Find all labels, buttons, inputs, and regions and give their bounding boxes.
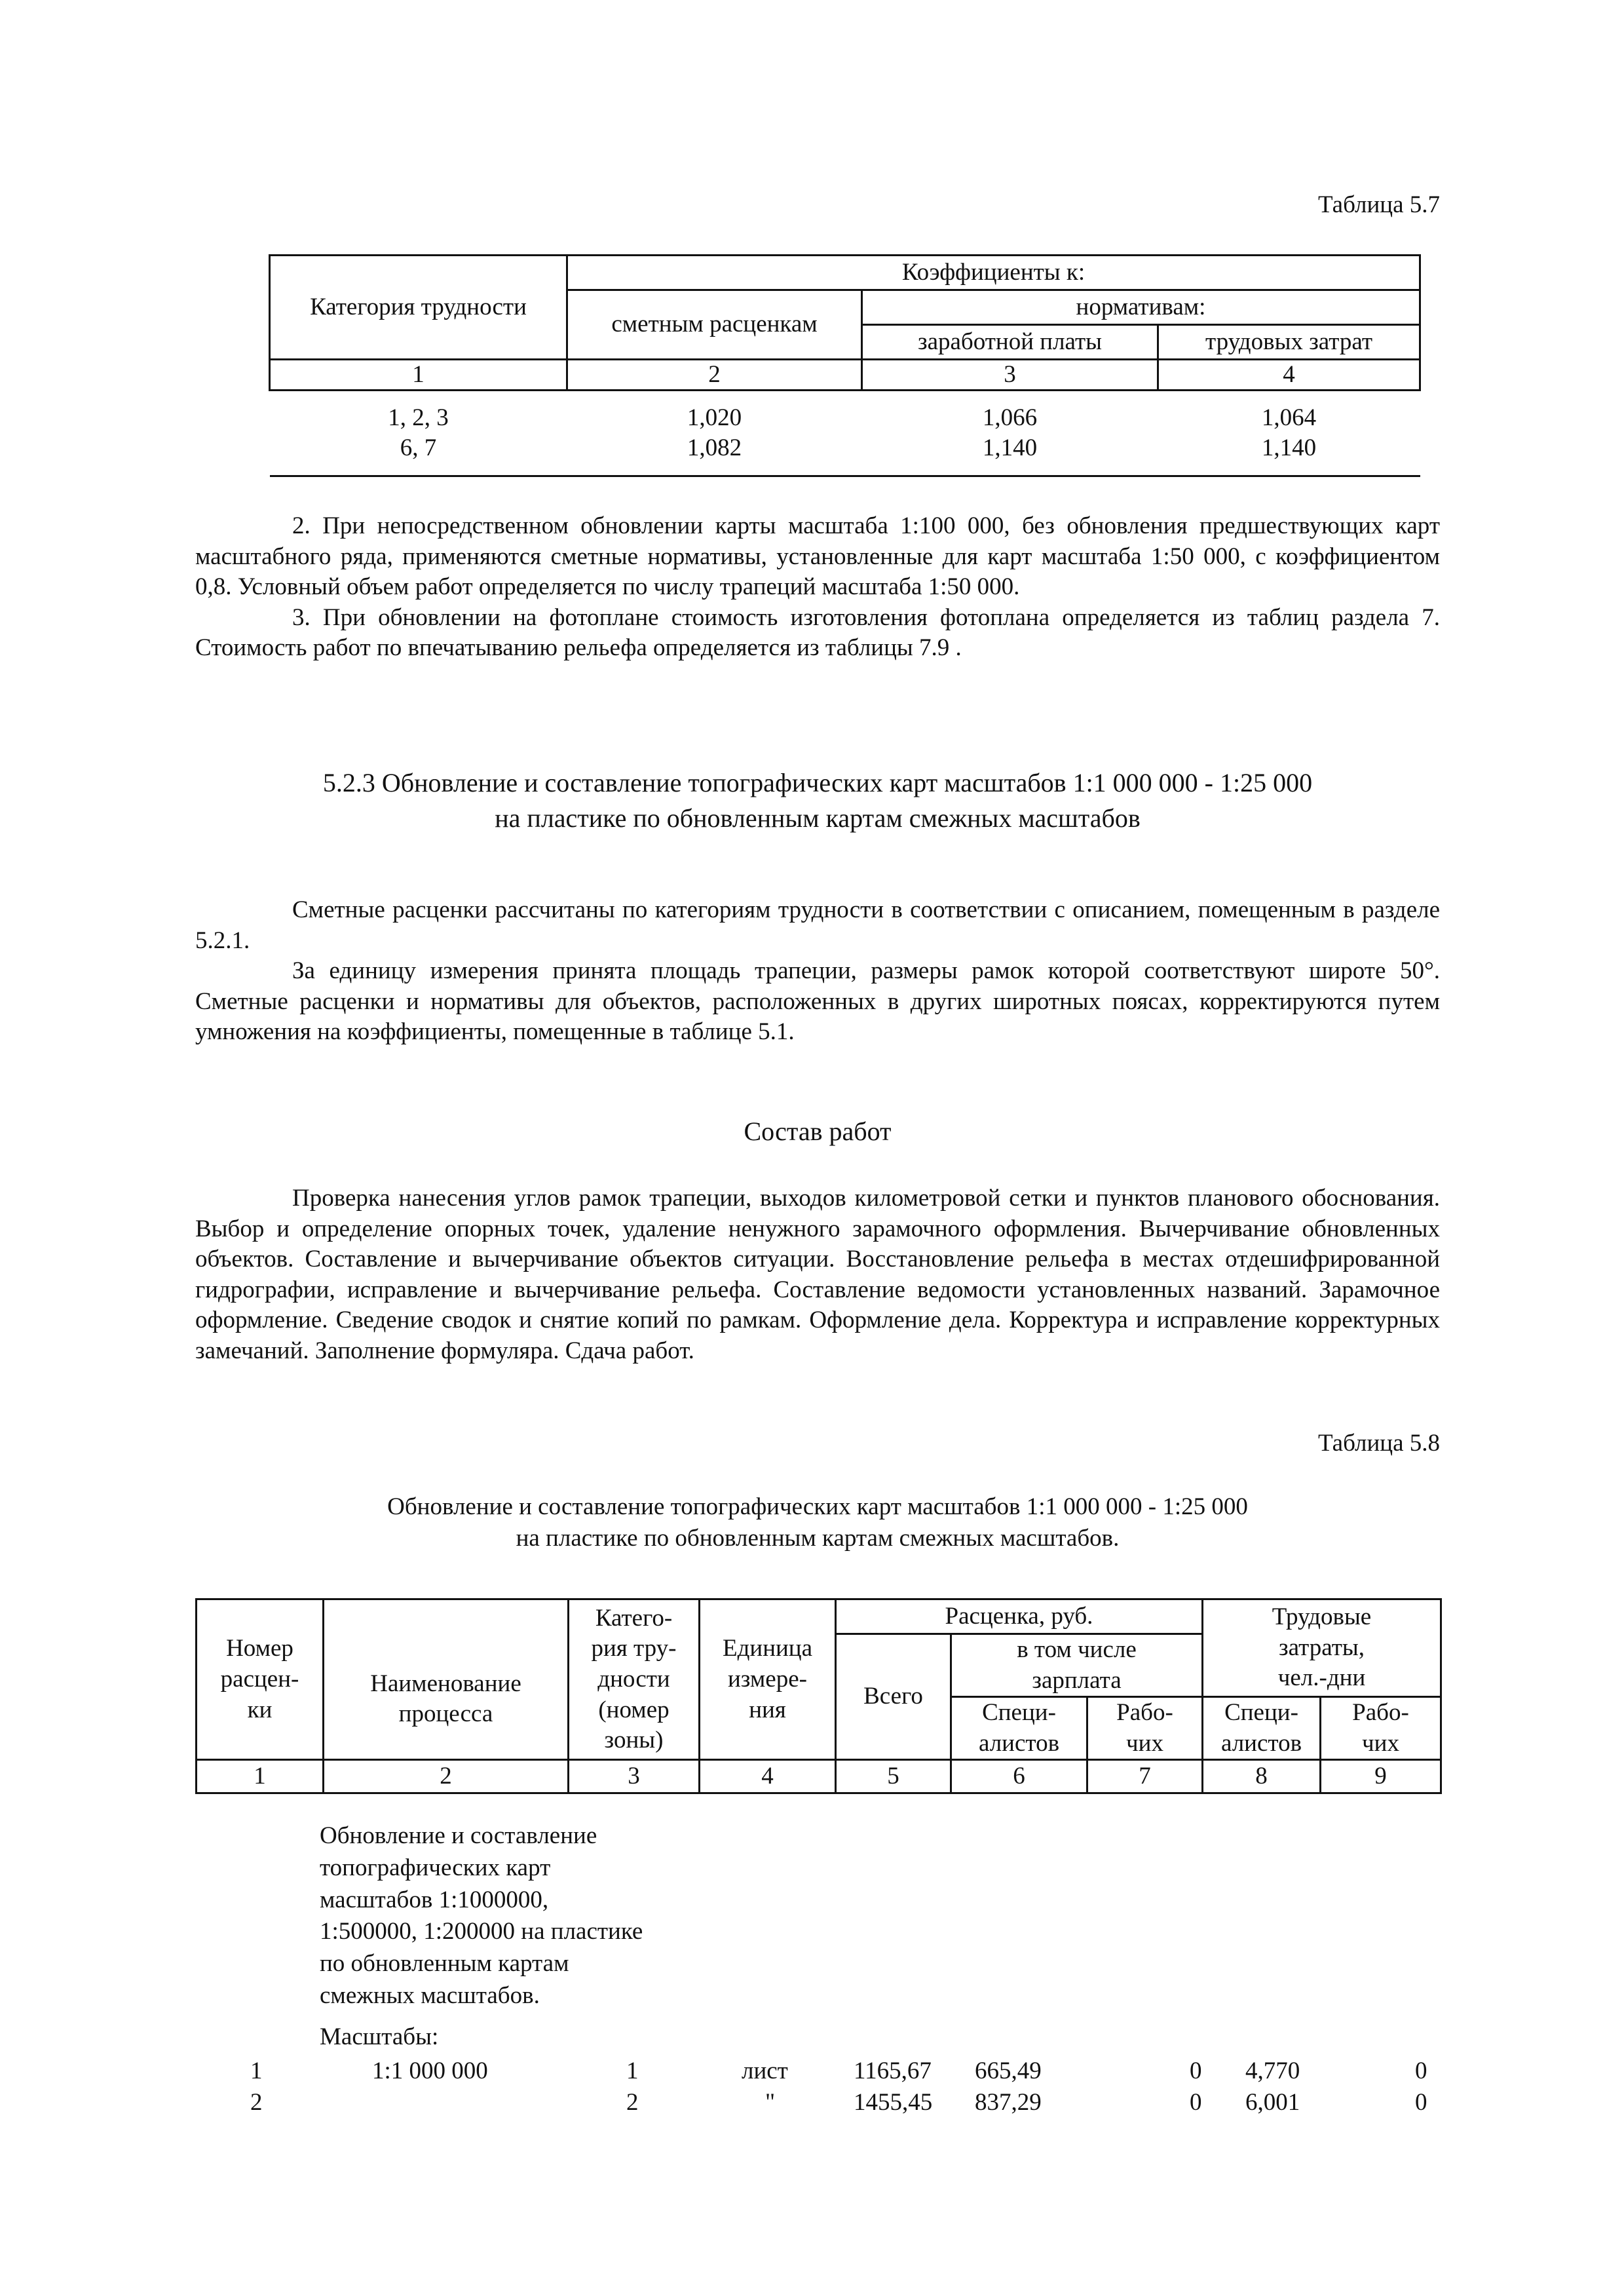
header-line: алистов xyxy=(1220,1729,1302,1757)
process-title-line: смежных масштабов. xyxy=(320,1982,540,2010)
t58-number-header xyxy=(197,1599,324,1760)
header-line: измере- xyxy=(728,1665,807,1693)
row-spec-salary: 837,29 xyxy=(975,2089,1042,2116)
t58-index-cell: 8 xyxy=(1203,1760,1321,1793)
t57-category-values xyxy=(270,391,567,476)
header-line: Рабо- xyxy=(1352,1699,1409,1727)
t57-index-cell: 1 xyxy=(270,360,567,391)
process-title-line: Обновление и составление xyxy=(320,1822,597,1849)
t58-index-cell: 6 xyxy=(951,1760,1087,1793)
t57-salary-values xyxy=(862,391,1158,476)
t58-work-salary-header xyxy=(1087,1697,1203,1760)
table-row xyxy=(195,2056,1440,2088)
notes-block xyxy=(195,511,1440,664)
header-line: алистов xyxy=(978,1729,1060,1757)
header-line: процесса xyxy=(398,1700,493,1728)
work-block xyxy=(195,1183,1440,1367)
t57-labor-header: трудовых затрат xyxy=(1158,325,1420,360)
header-line: Единица xyxy=(722,1635,813,1662)
table-title-line: на пластике по обновленным картам смежных масштабов. xyxy=(516,1525,1120,1552)
t58-category-header xyxy=(569,1599,700,1760)
header-line: рия тру- xyxy=(591,1635,677,1662)
table-cell: 1,140 xyxy=(982,434,1038,461)
row-total: 1165,67 xyxy=(854,2057,932,2084)
header-line: Специ- xyxy=(982,1699,1056,1727)
header-line: ки xyxy=(247,1696,273,1723)
t58-index-cell: 1 xyxy=(197,1760,324,1793)
section-heading-line: 5.2.3 Обновление и составление топографических карт масштабов 1:1 000 000 - 1:25 000 xyxy=(322,768,1313,797)
table-cell: 1,066 xyxy=(982,404,1038,432)
t58-index-cell: 3 xyxy=(569,1760,700,1793)
header-line: Рабо- xyxy=(1116,1699,1173,1727)
t58-name-header xyxy=(324,1599,569,1760)
row-total: 1455,45 xyxy=(854,2089,933,2116)
row-name: 1:1 000 000 xyxy=(372,2057,488,2084)
table-5-7-caption: Таблица 5.7 xyxy=(1318,191,1440,218)
row-unit: лист xyxy=(742,2057,788,2084)
t58-index-cell: 9 xyxy=(1321,1760,1441,1793)
row-work-salary: 0 xyxy=(1190,2057,1202,2084)
header-line: Катего- xyxy=(595,1604,673,1632)
header-line: дности xyxy=(597,1665,670,1693)
row-work-labor: 0 xyxy=(1415,2057,1427,2084)
process-title-line: 1:500000, 1:200000 на пластике xyxy=(320,1918,643,1945)
t58-work-labor-header xyxy=(1321,1697,1441,1760)
header-line: зарплата xyxy=(1032,1666,1122,1694)
work-heading: Состав работ xyxy=(744,1117,892,1146)
header-line: Наименование xyxy=(370,1670,521,1697)
section-heading xyxy=(195,765,1440,836)
work-paragraph: Проверка нанесения углов рамок трапеции, выходов километровой сетки и пунктов планового обоснования. Выбор и определение опорных точек, удаление ненужного зарамочного оформления. Вычерчивание обновленных объектов. Составление и вычерчивание объектов ситуации. Восстановление рельефа в местах отдешифрированной гидрографии, исправление и вычерчивание рельефа. Составление ведомости установленных названий. Зарамочное оформление. Сведение сводок и снятие копий по рамкам. Оформление дела. Корректура и исправление корректурных замечаний. Заполнение формуляра. Сдача работ. xyxy=(195,1185,1440,1365)
header-line: чих xyxy=(1126,1729,1163,1757)
intro-paragraph: За единицу измерения принята площадь трапеции, размеры рамок которой соответствуют широте 50°. Сметные расценки и нормативы для объектов, расположенных в других широтных поясах, корректируются путем умножения на коэффициенты, помещенные в таблице 5.1. xyxy=(195,957,1440,1046)
table-title-line: Обновление и составление топографических карт масштабов 1:1 000 000 - 1:25 000 xyxy=(387,1493,1248,1520)
row-work-labor: 0 xyxy=(1415,2089,1427,2116)
table-cell: 1,020 xyxy=(687,404,742,432)
row-category: 1 xyxy=(626,2057,639,2084)
table-5-8 xyxy=(195,1598,1442,1794)
header-line: зоны) xyxy=(604,1727,664,1754)
t58-process-title xyxy=(320,1820,778,2012)
t57-labor-values xyxy=(1158,391,1420,476)
t57-salary-header: заработной платы xyxy=(862,325,1158,360)
t58-price-header: Расценка, руб. xyxy=(836,1599,1203,1634)
t58-index-cell: 5 xyxy=(836,1760,951,1793)
header-line: (номер xyxy=(598,1696,670,1723)
t57-index-cell: 3 xyxy=(862,360,1158,391)
t57-category-header: Категория трудности xyxy=(270,256,567,360)
row-work-salary: 0 xyxy=(1190,2089,1202,2116)
t57-norms-header: нормативам: xyxy=(862,290,1420,325)
process-title-line: топографических карт xyxy=(320,1854,551,1881)
row-category: 2 xyxy=(626,2089,639,2116)
row-spec-labor: 4,770 xyxy=(1245,2057,1300,2084)
header-line: Трудовые xyxy=(1272,1603,1372,1631)
header-line: Специ- xyxy=(1224,1699,1298,1727)
row-spec-labor: 6,001 xyxy=(1245,2089,1300,2116)
header-line: в том числе xyxy=(1017,1636,1137,1663)
row-number: 1 xyxy=(250,2057,263,2084)
table-cell: 1,140 xyxy=(1261,434,1317,461)
row-spec-salary: 665,49 xyxy=(975,2057,1042,2084)
t57-estimate-header: сметным расценкам xyxy=(567,290,862,360)
t57-index-cell: 2 xyxy=(567,360,862,391)
table-row xyxy=(195,2088,1440,2119)
row-unit: " xyxy=(765,2089,776,2116)
header-line: Номер xyxy=(226,1635,293,1662)
intro-block xyxy=(195,895,1440,1048)
t57-index-cell: 4 xyxy=(1158,360,1420,391)
t58-labor-header xyxy=(1203,1599,1441,1697)
t57-estimate-values xyxy=(567,391,862,476)
process-title-line: масштабов 1:1000000, xyxy=(320,1886,549,1913)
table-5-8-title xyxy=(195,1491,1440,1554)
table-5-8-caption: Таблица 5.8 xyxy=(1318,1430,1440,1457)
header-line: затраты, xyxy=(1279,1634,1365,1661)
t58-spec-salary-header xyxy=(951,1697,1087,1760)
table-5-7 xyxy=(269,254,1421,477)
t58-incl-header xyxy=(951,1634,1203,1697)
section-heading-line: на пластике по обновленным картам смежных масштабов xyxy=(495,803,1141,833)
note-paragraph: 3. При обновлении на фотоплане стоимость изготовления фотоплана определяется из таблиц раздела 7. Стоимость работ по впечатыванию рельефа определяется из таблицы 7.9 . xyxy=(195,603,1440,662)
t58-spec-labor-header xyxy=(1203,1697,1321,1760)
header-line: чел.-дни xyxy=(1277,1664,1366,1692)
t58-index-cell: 4 xyxy=(700,1760,836,1793)
header-line: расцен- xyxy=(220,1665,299,1693)
t58-total-header: Всего xyxy=(836,1634,951,1760)
table-cell: 1, 2, 3 xyxy=(388,404,449,432)
note-paragraph: 2. При непосредственном обновлении карты масштаба 1:100 000, без обновления предшествующих карт масштабного ряда, применяются сметные нормативы, установленные для карт масштаба 1:50 000, с коэффициентом 0,8. Условный объем работ определяется по числу трапеций масштаба 1:50 000. xyxy=(195,512,1440,601)
table-cell: 1,082 xyxy=(687,434,742,461)
header-line: чих xyxy=(1362,1729,1399,1757)
t58-index-cell: 7 xyxy=(1087,1760,1203,1793)
row-number: 2 xyxy=(250,2089,263,2116)
header-line: ния xyxy=(749,1696,786,1723)
intro-paragraph: Сметные расценки рассчитаны по категориям трудности в соответствии с описанием, помещенным в разделе 5.2.1. xyxy=(195,896,1440,954)
table-cell: 1,064 xyxy=(1261,404,1317,432)
t58-unit-header xyxy=(700,1599,836,1760)
table-cell: 6, 7 xyxy=(400,434,437,461)
t57-coeff-header: Коэффициенты к: xyxy=(567,256,1420,290)
t58-index-cell: 2 xyxy=(324,1760,569,1793)
process-title-line: по обновленным картам xyxy=(320,1950,569,1978)
t58-scales-label: Масштабы: xyxy=(320,2023,439,2050)
